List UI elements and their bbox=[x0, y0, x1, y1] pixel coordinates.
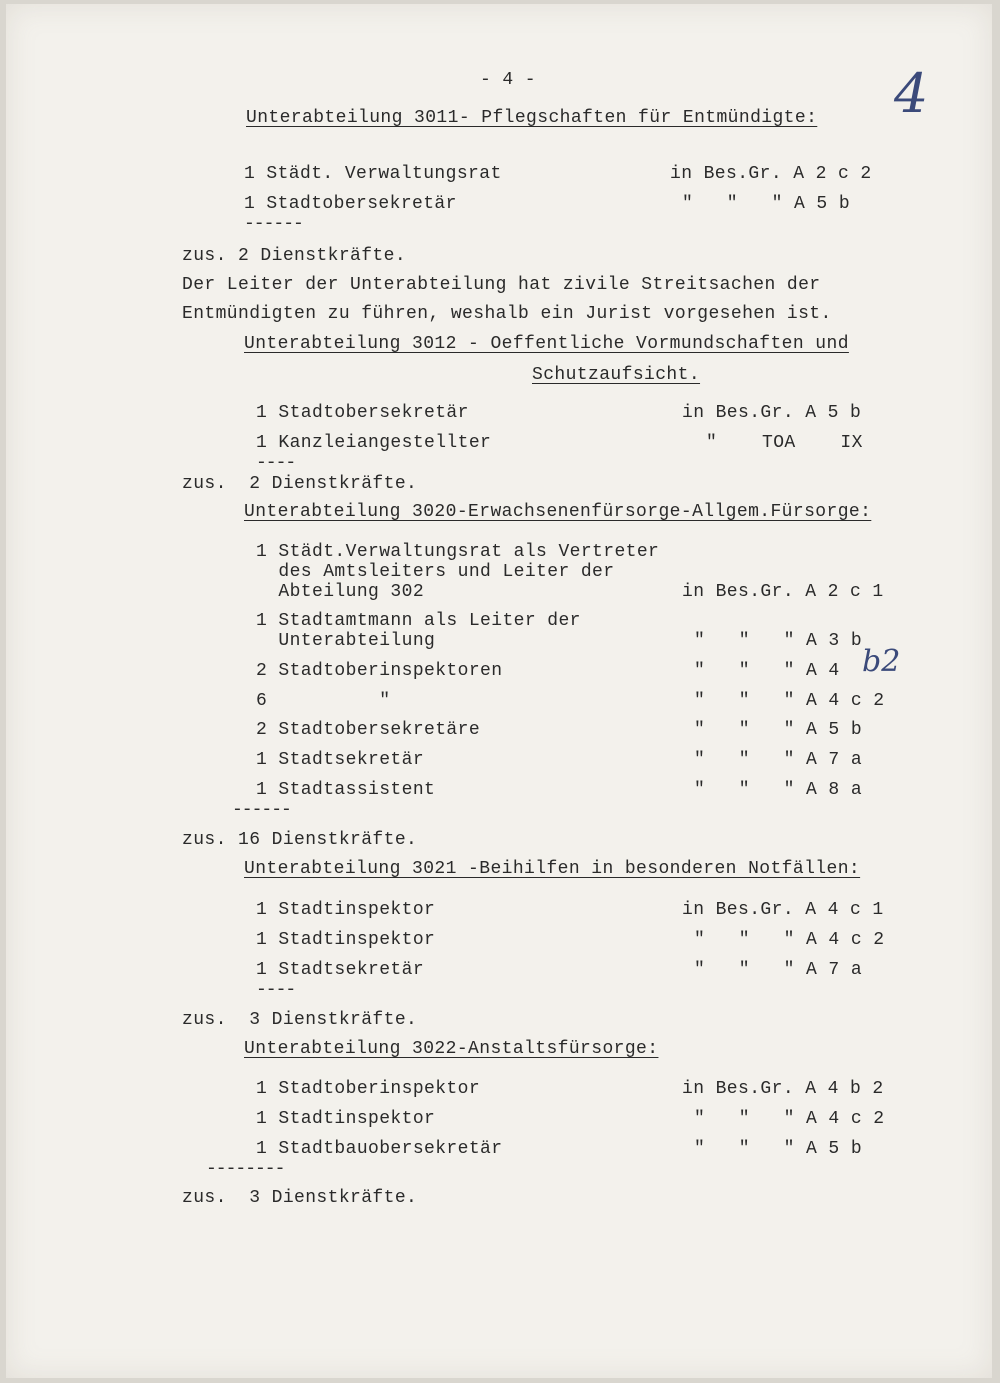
sum-line: ---- bbox=[256, 980, 296, 1000]
pay-grade: " " " A 7 a bbox=[694, 750, 863, 770]
section-heading-3022: Unterabteilung 3022-Anstaltsfürsorge: bbox=[244, 1039, 659, 1059]
pay-grade: " " " A 8 a bbox=[694, 780, 863, 800]
margin-mark: 4 bbox=[894, 62, 929, 125]
staff-row: 1 Städt. Verwaltungsrat bbox=[244, 164, 502, 184]
sum-line: -------- bbox=[206, 1159, 285, 1179]
total-line: zus. 16 Dienstkräfte. bbox=[182, 830, 418, 850]
staff-row: 1 Stadtbauobersekretär bbox=[256, 1139, 503, 1159]
total-line: zus. 3 Dienstkräfte. bbox=[182, 1188, 418, 1208]
staff-row: 1 Stadtassistent bbox=[256, 780, 436, 800]
staff-row: 1 Stadtsekretär bbox=[256, 960, 425, 980]
pay-grade: " " " A 3 b bbox=[694, 631, 863, 651]
pay-grade: " " " A 5 b bbox=[694, 1139, 863, 1159]
staff-row: 2 Stadtoberinspektoren bbox=[256, 661, 503, 681]
section-heading-3012-cont: Schutzaufsicht. bbox=[532, 365, 701, 385]
pay-grade: in Bes.Gr. A 2 c 1 bbox=[682, 582, 884, 602]
pay-grade: in Bes.Gr. A 4 c 1 bbox=[682, 900, 884, 920]
total-line: zus. 2 Dienstkräfte. bbox=[182, 246, 407, 266]
pay-grade: " " " A 4 c 2 bbox=[694, 930, 885, 950]
pay-grade: " " " A 5 b bbox=[682, 194, 851, 214]
staff-row: 1 Kanzleiangestellter bbox=[256, 433, 492, 453]
staff-row: des Amtsleiters und Leiter der bbox=[256, 562, 615, 582]
pay-grade: in Bes.Gr. A 5 b bbox=[682, 403, 862, 423]
note-line: Entmündigten zu führen, weshalb ein Jurist vorgesehen ist. bbox=[182, 304, 832, 324]
pay-grade: in Bes.Gr. A 4 b 2 bbox=[682, 1079, 884, 1099]
sum-line: ------ bbox=[244, 214, 303, 234]
pay-grade: " TOA IX bbox=[706, 433, 863, 453]
staff-row: 1 Stadtoberinspektor bbox=[256, 1079, 481, 1099]
staff-row: 1 Stadtsekretär bbox=[256, 750, 425, 770]
staff-row: Unterabteilung bbox=[256, 631, 436, 651]
pay-grade: " " " A 4 c 2 bbox=[694, 1109, 885, 1129]
staff-row: Abteilung 302 bbox=[256, 582, 425, 602]
total-line: zus. 2 Dienstkräfte. bbox=[182, 474, 418, 494]
staff-row: 1 Stadtamtmann als Leiter der bbox=[256, 611, 581, 631]
page-number: - 4 - bbox=[480, 70, 537, 90]
section-heading-3021: Unterabteilung 3021 -Beihilfen in besonderen Notfällen: bbox=[244, 859, 861, 879]
staff-row: 1 Stadtinspektor bbox=[256, 1109, 436, 1129]
pay-grade: " " " A 4 bbox=[694, 661, 840, 681]
staff-row: 1 Stadtobersekretär bbox=[244, 194, 457, 214]
total-line: zus. 3 Dienstkräfte. bbox=[182, 1010, 418, 1030]
section-heading-3011: Unterabteilung 3011- Pflegschaften für Entmündigte: bbox=[246, 108, 818, 128]
staff-row: 1 Stadtinspektor bbox=[256, 930, 436, 950]
sum-line: ---- bbox=[256, 453, 296, 473]
section-heading-3012: Unterabteilung 3012 - Oeffentliche Vormundschaften und bbox=[244, 334, 849, 354]
note-line: Der Leiter der Unterabteilung hat zivile Streitsachen der bbox=[182, 275, 821, 295]
pay-grade: in Bes.Gr. A 2 c 2 bbox=[670, 164, 872, 184]
document-page bbox=[6, 4, 992, 1378]
pay-grade: " " " A 4 c 2 bbox=[694, 691, 885, 711]
staff-row: 2 Stadtobersekretäre bbox=[256, 720, 481, 740]
staff-row: 1 Stadtobersekretär bbox=[256, 403, 469, 423]
pay-grade: " " " A 5 b bbox=[694, 720, 863, 740]
sum-line: ------ bbox=[232, 800, 291, 820]
pay-grade: " " " A 7 a bbox=[694, 960, 863, 980]
staff-row: 1 Stadtinspektor bbox=[256, 900, 436, 920]
staff-row: 6 " bbox=[256, 691, 391, 711]
section-heading-3020: Unterabteilung 3020-Erwachsenenfürsorge-Allgem.Fürsorge: bbox=[244, 502, 872, 522]
handwritten-correction: b2 bbox=[862, 644, 901, 679]
staff-row: 1 Städt.Verwaltungsrat als Vertreter bbox=[256, 542, 660, 562]
